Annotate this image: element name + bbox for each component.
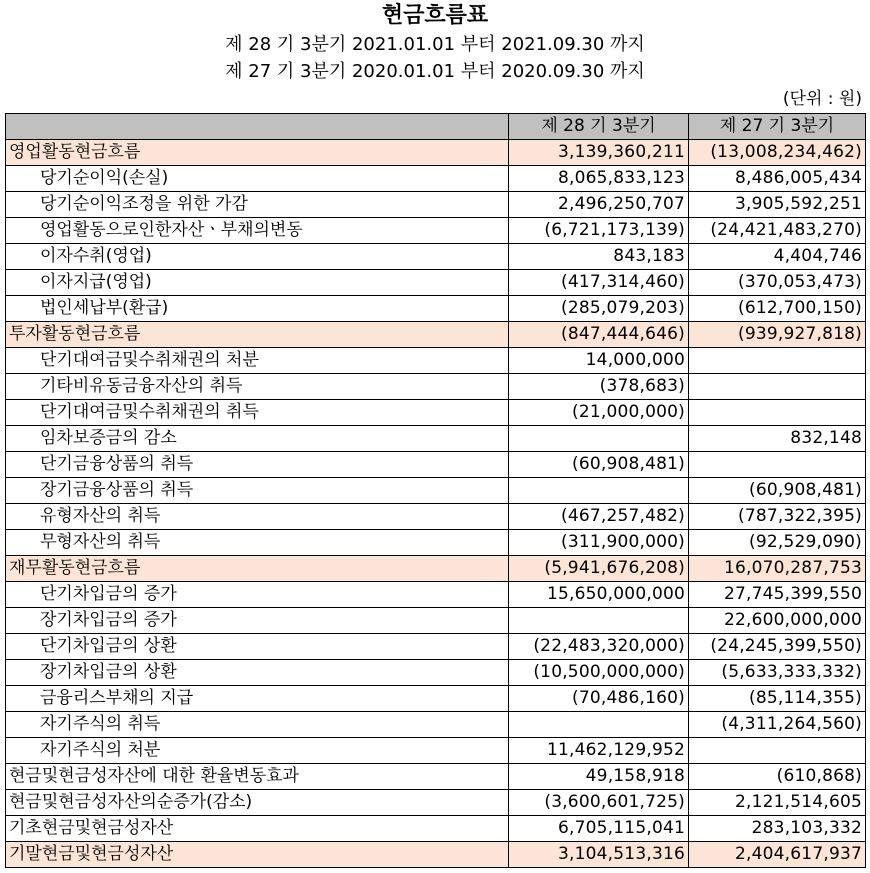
table-row — [6, 244, 866, 270]
table-row — [6, 738, 866, 764]
section-row — [6, 842, 866, 868]
row-label: 당기순이익(손실) — [6, 166, 509, 192]
row-label: 자기주식의 처분 — [6, 738, 509, 764]
table-header-row — [6, 114, 866, 140]
value-current: (285,079,203) — [509, 296, 689, 322]
table-row — [6, 452, 866, 478]
row-label: 기말현금및현금성자산 — [6, 842, 509, 868]
row-label: 당기순이익조정을 위한 가감 — [6, 192, 509, 218]
value-current: (21,000,000) — [509, 400, 689, 426]
value-prior: 4,404,746 — [689, 244, 866, 270]
value-current — [509, 478, 689, 504]
value-prior: (787,322,395) — [689, 504, 866, 530]
value-prior: (610,868) — [689, 764, 866, 790]
row-label: 단기차입금의 증가 — [6, 582, 509, 608]
section-row — [6, 322, 866, 348]
row-label: 무형자산의 취득 — [6, 530, 509, 556]
row-label: 자기주식의 취득 — [6, 712, 509, 738]
row-label: 임차보증금의 감소 — [6, 426, 509, 452]
table-row — [6, 816, 866, 842]
row-label: 장기차입금의 상환 — [6, 660, 509, 686]
value-prior: (5,633,333,332) — [689, 660, 866, 686]
row-label: 영업활동현금흐름 — [6, 140, 509, 166]
value-current: (70,486,160) — [509, 686, 689, 712]
value-current: (467,257,482) — [509, 504, 689, 530]
statement-title: 현금흐름표 — [381, 3, 489, 28]
value-prior — [689, 738, 866, 764]
value-current — [509, 426, 689, 452]
value-prior — [689, 400, 866, 426]
table-row — [6, 270, 866, 296]
period-current: 제 28 기 3분기 2021.01.01 부터 2021.09.30 까지 — [225, 34, 645, 55]
value-current: (6,721,173,139) — [509, 218, 689, 244]
row-label: 금융리스부채의 지급 — [6, 686, 509, 712]
value-prior: (24,245,399,550) — [689, 634, 866, 660]
unit-label: (단위 : 원) — [782, 89, 862, 109]
row-label: 재무활동현금흐름 — [6, 556, 509, 582]
row-label: 현금및현금성자산에 대한 환율변동효과 — [6, 764, 509, 790]
table-row — [6, 530, 866, 556]
table-body — [6, 140, 866, 868]
value-current — [509, 712, 689, 738]
value-prior: (612,700,150) — [689, 296, 866, 322]
value-current: (3,600,601,725) — [509, 790, 689, 816]
section-row — [6, 140, 866, 166]
table-row — [6, 166, 866, 192]
value-current: 843,183 — [509, 244, 689, 270]
value-prior — [689, 374, 866, 400]
value-prior: 3,905,592,251 — [689, 192, 866, 218]
table-row — [6, 608, 866, 634]
value-prior: 27,745,399,550 — [689, 582, 866, 608]
value-current: (5,941,676,208) — [509, 556, 689, 582]
value-current: 2,496,250,707 — [509, 192, 689, 218]
value-prior: (13,008,234,462) — [689, 140, 866, 166]
value-current: (311,900,000) — [509, 530, 689, 556]
table-row — [6, 764, 866, 790]
value-prior: 2,404,617,937 — [689, 842, 866, 868]
value-current: (378,683) — [509, 374, 689, 400]
row-label: 투자활동현금흐름 — [6, 322, 509, 348]
row-label: 유형자산의 취득 — [6, 504, 509, 530]
value-current: 15,650,000,000 — [509, 582, 689, 608]
row-label: 기초현금및현금성자산 — [6, 816, 509, 842]
cash-flow-table — [5, 113, 866, 868]
value-prior: 2,121,514,605 — [689, 790, 866, 816]
value-current: (417,314,460) — [509, 270, 689, 296]
value-current: (60,908,481) — [509, 452, 689, 478]
value-current: 11,462,129,952 — [509, 738, 689, 764]
table-row — [6, 192, 866, 218]
section-row — [6, 556, 866, 582]
table-row — [6, 374, 866, 400]
row-label: 단기금융상품의 취득 — [6, 452, 509, 478]
value-prior: 283,103,332 — [689, 816, 866, 842]
table-row — [6, 686, 866, 712]
value-prior: (92,529,090) — [689, 530, 866, 556]
value-current: (10,500,000,000) — [509, 660, 689, 686]
value-current: 14,000,000 — [509, 348, 689, 374]
value-current: 8,065,833,123 — [509, 166, 689, 192]
value-current: 49,158,918 — [509, 764, 689, 790]
value-current: 3,139,360,211 — [509, 140, 689, 166]
row-label: 영업활동으로인한자산ㆍ부채의변동 — [6, 218, 509, 244]
table-row — [6, 634, 866, 660]
value-prior: (4,311,264,560) — [689, 712, 866, 738]
table-row — [6, 660, 866, 686]
value-current: 3,104,513,316 — [509, 842, 689, 868]
table-row — [6, 400, 866, 426]
row-label: 단기대여금및수취채권의 처분 — [6, 348, 509, 374]
column-header-prior: 제 27 기 3분기 — [689, 114, 866, 140]
value-prior: (85,114,355) — [689, 686, 866, 712]
row-label: 장기차입금의 증가 — [6, 608, 509, 634]
value-current: (847,444,646) — [509, 322, 689, 348]
row-label: 이자지급(영업) — [6, 270, 509, 296]
value-prior — [689, 348, 866, 374]
row-label: 이자수취(영업) — [6, 244, 509, 270]
period-prior: 제 27 기 3분기 2020.01.01 부터 2020.09.30 까지 — [225, 61, 645, 82]
row-label: 기타비유동금융자산의 취득 — [6, 374, 509, 400]
table-row — [6, 426, 866, 452]
table-row — [6, 582, 866, 608]
table-row — [6, 348, 866, 374]
table-row — [6, 712, 866, 738]
value-prior: 16,070,287,753 — [689, 556, 866, 582]
value-prior: 22,600,000,000 — [689, 608, 866, 634]
column-header-item — [6, 114, 509, 140]
value-prior: 832,148 — [689, 426, 866, 452]
table-row — [6, 218, 866, 244]
value-prior: (60,908,481) — [689, 478, 866, 504]
column-header-current: 제 28 기 3분기 — [509, 114, 689, 140]
value-prior: (939,927,818) — [689, 322, 866, 348]
value-current — [509, 608, 689, 634]
value-prior: (370,053,473) — [689, 270, 866, 296]
table-row — [6, 296, 866, 322]
table-row — [6, 790, 866, 816]
row-label: 단기차입금의 상환 — [6, 634, 509, 660]
table-row — [6, 478, 866, 504]
value-current: 6,705,115,041 — [509, 816, 689, 842]
value-prior: (24,421,483,270) — [689, 218, 866, 244]
value-prior — [689, 452, 866, 478]
row-label: 현금및현금성자산의순증가(감소) — [6, 790, 509, 816]
table-row — [6, 504, 866, 530]
row-label: 단기대여금및수취채권의 취득 — [6, 400, 509, 426]
value-prior: 8,486,005,434 — [689, 166, 866, 192]
row-label: 법인세납부(환급) — [6, 296, 509, 322]
row-label: 장기금융상품의 취득 — [6, 478, 509, 504]
value-current: (22,483,320,000) — [509, 634, 689, 660]
